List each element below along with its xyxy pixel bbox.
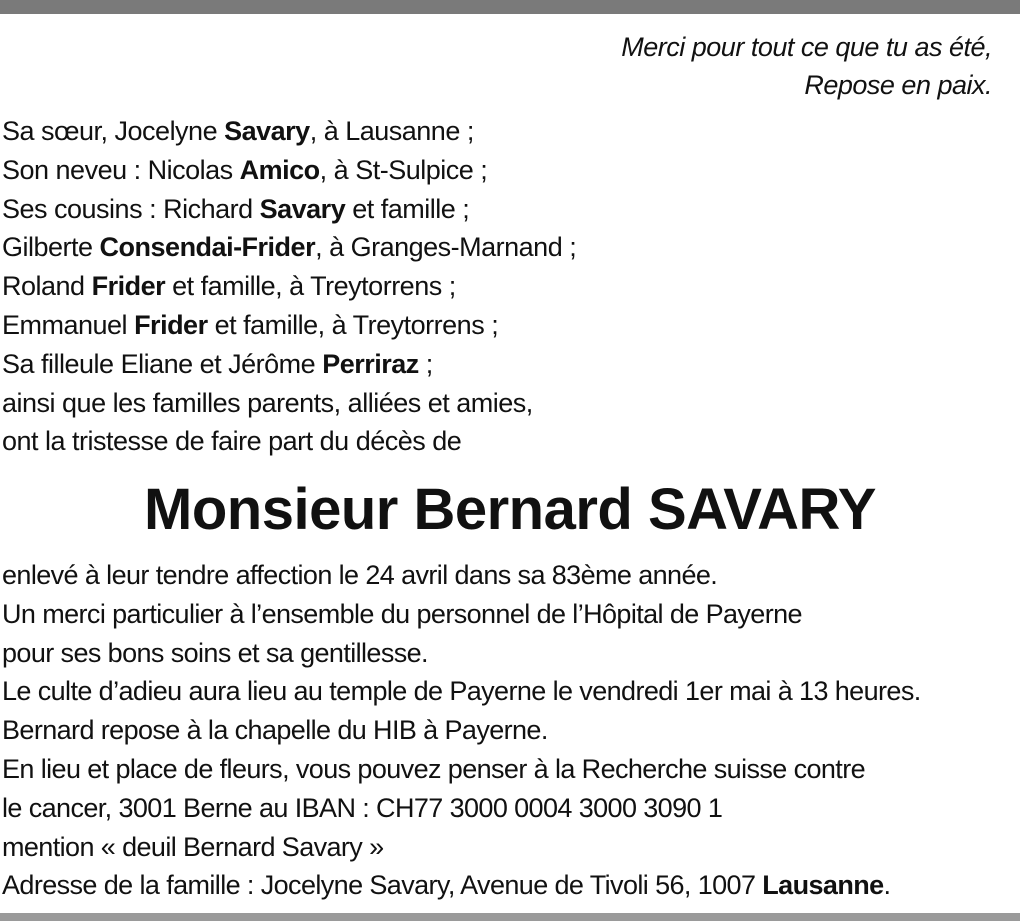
family-line: Sa filleule Eliane et Jérôme Perriraz ; [2, 348, 433, 379]
family-line: Sa sœur, Jocelyne Savary, à Lausanne ; [2, 116, 474, 146]
deceased-name-heading: Monsieur Bernard SAVARY [144, 477, 876, 542]
details-line: le cancer, 3001 Berne au IBAN : CH77 3000 0004 3000 3090 1 [2, 792, 723, 823]
address-city: Lausanne [762, 870, 884, 901]
details-line: Le culte d’adieu aura lieu au temple de Payerne le vendredi 1er mai à 13 heures. [2, 676, 921, 707]
family-surname: Savary [224, 116, 310, 146]
family-surname: Frider [134, 309, 208, 340]
family-surname: Frider [91, 271, 166, 302]
bottom-border-rule [0, 913, 1020, 921]
family-line: Son neveu : Nicolas Amico, à St-Sulpice ; [2, 154, 488, 185]
family-surname: Perriraz [322, 348, 419, 379]
family-surname: Savary [259, 193, 346, 224]
family-line: ainsi que les familles parents, alliées et amies, [2, 387, 533, 418]
family-surname: Consendai-Frider [99, 232, 316, 263]
epigraph-line-1: Merci pour tout ce que tu as été, [621, 32, 992, 62]
family-announcement [2, 112, 576, 461]
family-line: Roland Frider et famille, à Treytorrens ; [2, 271, 456, 302]
family-line: Ses cousins : Richard Savary et famille ; [2, 193, 470, 224]
family-address-line: Adresse de la famille : Jocelyne Savary, Avenue de Tivoli 56, 1007 Lausanne. [2, 870, 891, 901]
details-line: pour ses bons soins et sa gentillesse. [2, 637, 428, 668]
funeral-details [2, 556, 921, 905]
details-line: enlevé à leur tendre affection le 24 avril dans sa 83ème année. [2, 560, 718, 590]
details-line: Un merci particulier à l’ensemble du personnel de l’Hôpital de Payerne [2, 598, 802, 629]
epigraph [621, 28, 992, 104]
family-line: Gilberte Consendai-Frider, à Granges-Marnand ; [2, 232, 577, 263]
epigraph-line-2: Repose en paix. [804, 70, 992, 100]
details-line: mention « deuil Bernard Savary » [2, 831, 384, 862]
family-line: Emmanuel Frider et famille, à Treytorrens ; [2, 309, 499, 340]
family-surname: Amico [239, 154, 320, 185]
details-line: En lieu et place de fleurs, vous pouvez penser à la Recherche suisse contre [2, 753, 866, 784]
top-border-rule [0, 0, 1020, 14]
details-line: Bernard repose à la chapelle du HIB à Payerne. [2, 715, 548, 746]
family-line: ont la tristesse de faire part du décès de [2, 426, 462, 457]
